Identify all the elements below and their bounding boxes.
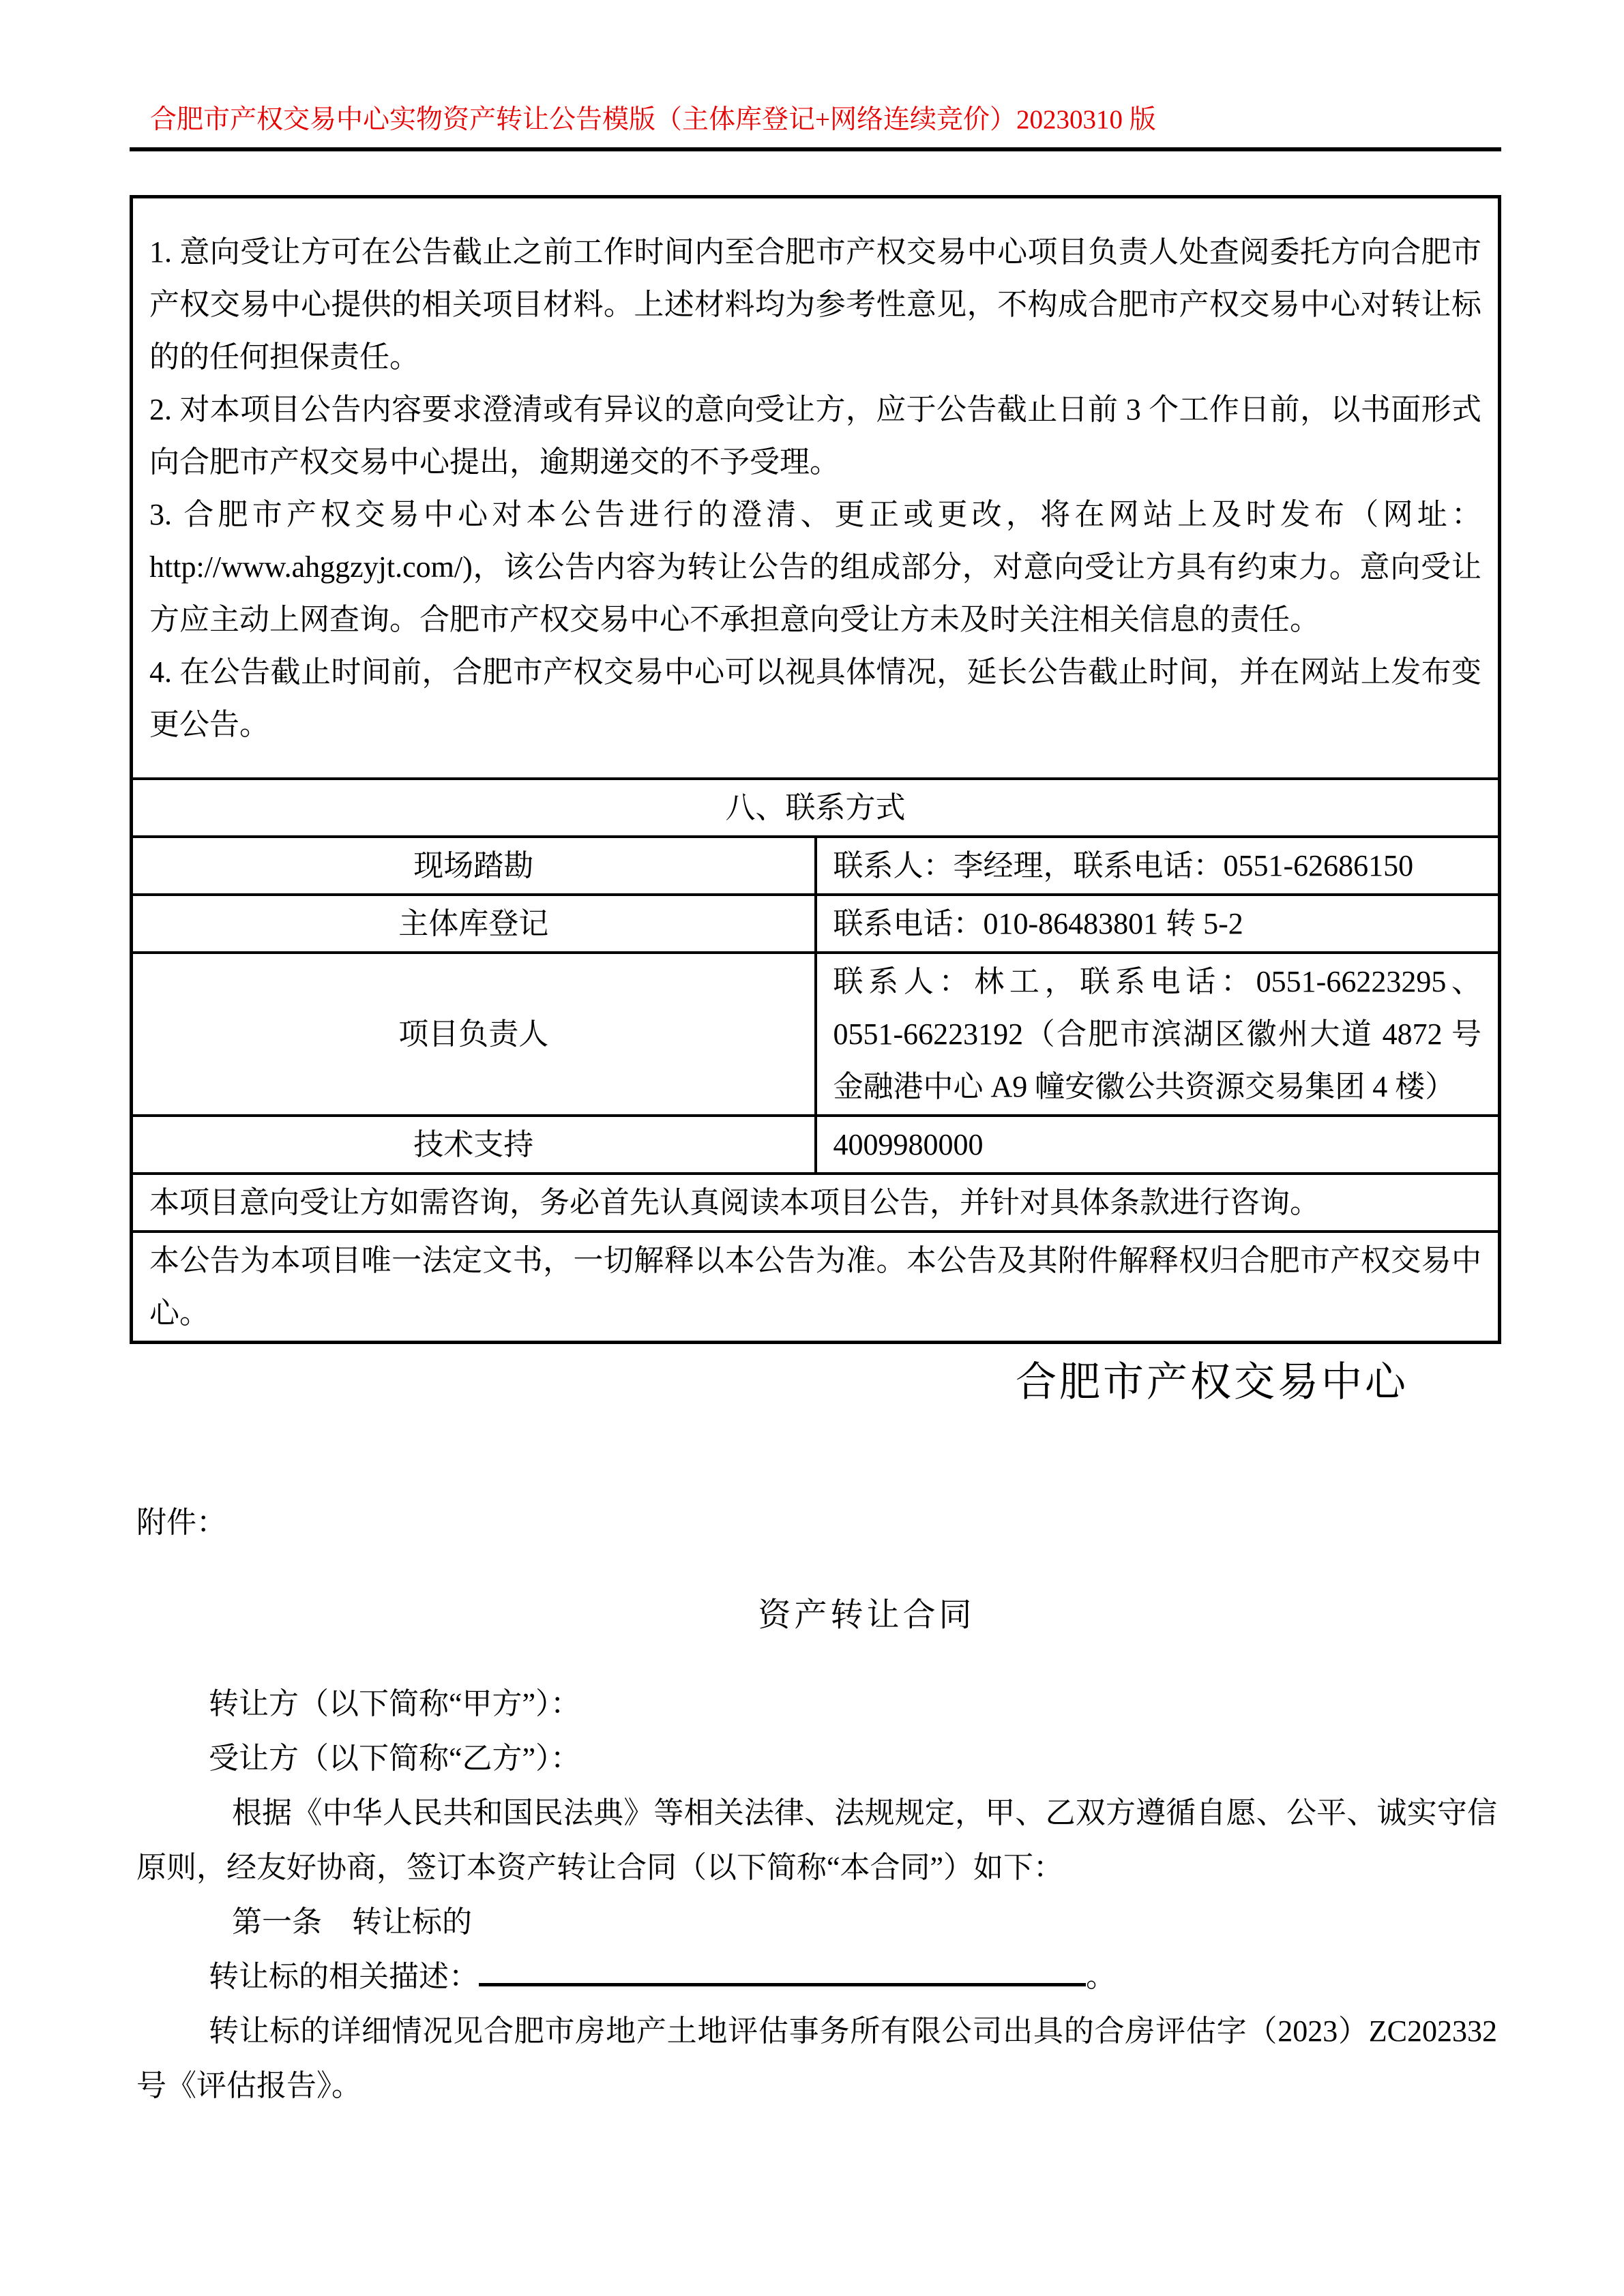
attachment-label: 附件： — [136, 1506, 226, 1539]
contract-title: 资产转让合同 — [758, 1597, 975, 1633]
subject-description-suffix: 。 — [1086, 1960, 1116, 1993]
appraisal-reference: 转让标的详细情况见合肥市房地产土地评估事务所有限公司出具的合房评估字（2023）ZC202332 号《评估报告》。 — [136, 2014, 1497, 2102]
consult-note-row — [132, 1174, 1500, 1232]
contact-label-project-manager: 项目负责人 — [132, 953, 816, 1116]
clause-3: 3. 合肥市产权交易中心对本公告进行的澄清、更正或更改，将在网站上及时发布（网址：http://www.ahggzyjt.com/)，该公告内容为转让公告的组成部分，对意向受让方具有约束力。意向受让方应主动上网查询。合肥市产权交易中心不承担意向受让方未及时关注相关信息的责任。 — [149, 497, 1481, 636]
clauses-row — [132, 197, 1500, 779]
contact-value-project-manager: 联系人：林工，联系电话：0551-66223295、0551-66223192（合肥市滨湖区徽州大道 4872 号金融港中心 A9 幢安徽公共资源交易集团 4 楼） — [816, 953, 1500, 1116]
issuer-signature: 合肥市产权交易中心 — [1016, 1360, 1408, 1405]
party-b-line: 受让方（以下简称“乙方”）： — [209, 1742, 581, 1775]
contact-value-site-visit: 联系人：李经理，联系电话：0551-62686150 — [816, 837, 1500, 895]
contact-value-registry: 联系电话：010-86483801 转 5-2 — [816, 895, 1500, 953]
table-row — [132, 837, 1500, 895]
consult-note: 本项目意向受让方如需咨询，务必首先认真阅读本项目公告，并针对具体条款进行咨询。 — [132, 1174, 1500, 1232]
legal-note: 本公告为本项目唯一法定文书，一切解释以本公告为准。本公告及其附件解释权归合肥市产权交易中心。 — [132, 1232, 1500, 1343]
subject-description-prefix: 转让标的相关描述： — [209, 1960, 479, 1993]
table-row — [132, 895, 1500, 953]
notice-table — [130, 195, 1501, 1344]
contact-value-tech-support: 4009980000 — [816, 1116, 1500, 1174]
fill-in-blank — [479, 1979, 1086, 1986]
document-header — [130, 0, 1501, 151]
header-rule — [130, 147, 1501, 151]
clause-2: 2. 对本项目公告内容要求澄清或有异议的意向受让方，应于公告截止日前 3 个工作日前，以书面形式向合肥市产权交易中心提出，逾期递交的不予受理。 — [149, 392, 1481, 479]
party-a-line: 转让方（以下简称“甲方”）： — [209, 1687, 581, 1720]
clause-4: 4. 在公告截止时间前，合肥市产权交易中心可以视具体情况，延长公告截止时间，并在网站上发布变更公告。 — [149, 655, 1481, 741]
article-1-heading: 第一条 转让标的 — [232, 1905, 472, 1939]
contact-section-heading: 八、联系方式 — [132, 779, 1500, 837]
table-row — [132, 1116, 1500, 1174]
contact-label-tech-support: 技术支持 — [132, 1116, 816, 1174]
template-version-header: 合肥市产权交易中心实物资产转让公告模版（主体库登记+网络连续竞价）20230310 版 — [150, 105, 1156, 134]
legal-note-row — [132, 1232, 1500, 1343]
clauses-cell — [132, 197, 1500, 779]
contact-heading-row — [132, 779, 1500, 837]
basis-paragraph: 根据《中华人民共和国民法典》等相关法律、法规规定，甲、乙双方遵循自愿、公平、诚实守信原则，经友好协商，签订本资产转让合同（以下简称“本合同”）如下： — [136, 1796, 1497, 1884]
table-row — [132, 953, 1500, 1116]
subject-description-line — [136, 1950, 1497, 2004]
contract-body — [136, 1677, 1497, 2113]
clause-1: 1. 意向受让方可在公告截止之前工作时间内至合肥市产权交易中心项目负责人处查阅委托方向合肥市产权交易中心提供的相关项目材料。上述材料均为参考性意见，不构成合肥市产权交易中心对转让标的的任何担保责任。 — [149, 235, 1481, 374]
contact-label-site-visit: 现场踏勘 — [132, 837, 816, 895]
contact-label-registry: 主体库登记 — [132, 895, 816, 953]
